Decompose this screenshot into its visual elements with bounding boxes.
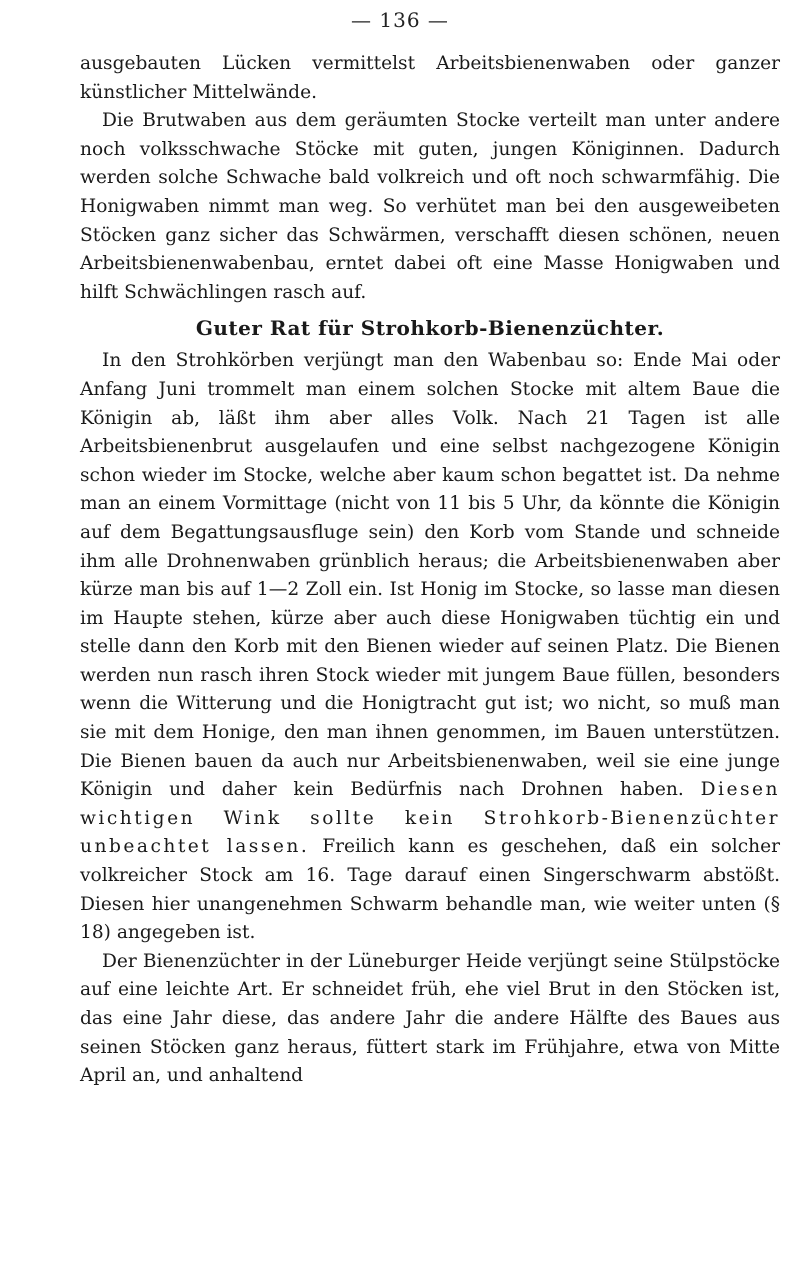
paragraph-continuation: ausgebauten Lücken vermittelst Arbeitsbienenwaben oder ganzer künstlicher Mittelwände. — [80, 53, 780, 103]
emphasized-advice: Diesen wichtigen Wink sollte kein Strohkorb-Bienenzüchter unbeachtet lassen. — [80, 779, 780, 858]
paragraph-straw-baskets — [80, 347, 780, 947]
paragraph-lueneburg-heath: Der Bienenzüchter in der Lüneburger Heide verjüngt seine Stülpstöcke auf eine leichte Art. Er schneidet früh, ehe viel Brut in den Stöcken ist, das eine Jahr diese, das andere Jahr die andere Hälfte des Baues aus seinen Stöcken ganz heraus, füttert stark im Frühjahre, etwa von Mitte April an, und anhaltend — [80, 950, 780, 1087]
paragraph-text: In den Strohkörben verjüngt man den Wabenbau so: Ende Mai oder Anfang Juni trommelt man einem solchen Stocke mit altem Baue die Königin ab, läßt ihm aber alles Volk. Nach 21 Tagen ist alle Arbeitsbienenbrut ausgelaufen und eine selbst nachgezogene Königin schon wieder im Stocke, welche aber kaum schon begattet ist. Da nehme man an einem Vormittage (nicht von 11 bis 5 Uhr, da könnte die Königin auf dem Begattungsausfluge sein) den Korb vom Stande und schneide ihm alle Drohnenwaben grünblich heraus; die Arbeitsbienenwaben aber kürze man bis auf 1—2 Zoll ein. Ist Honig im Stocke, so lasse man diesen im Haupte stehen, kürze aber auch diese Honigwaben tüchtig ein und stelle dann den Korb mit den Bienen wieder auf seinen Platz. Die Bienen werden nun rasch ihren Stock wieder mit jungem Baue füllen, besonders wenn die Witterung und die Honigtracht gut ist; wo nicht, so muß man sie mit dem Honige, den man ihnen genommen, im Bauen unterstützen. Die Bienen bauen da auch nur Arbeitsbienenwaben, weil sie eine junge Königin und daher kein Bedürfnis nach Drohnen haben. — [80, 350, 780, 801]
page-body — [80, 50, 780, 1091]
paragraph-brood-combs: Die Brutwaben aus dem geräumten Stocke verteilt man unter andere noch volksschwache Stöcke mit guten, jungen Königinnen. Dadurch werden solche Schwache bald volkreich und oft noch schwarmfähig. Die Honigwaben nimmt man weg. So verhütet man bei den ausgeweibeten Stöcken ganz sicher das Schwärmen, verschafft diesen schönen, neuen Arbeitsbienenwabenbau, erntet dabei oft eine Masse Honigwaben und hilft Schwächlingen rasch auf. — [80, 110, 780, 303]
section-heading: Guter Rat für Strohkorb-Bienenzüchter. — [195, 316, 665, 341]
page-number: — 136 — — [351, 8, 449, 32]
paragraph-text: Freilich kann es geschehen, daß ein solcher volkreicher Stock am 16. Tage darauf einen Singerschwarm abstößt. Diesen hier unangenehmen Schwarm behandle man, wie weiter unten (§ 18) angegeben ist. — [80, 836, 780, 944]
